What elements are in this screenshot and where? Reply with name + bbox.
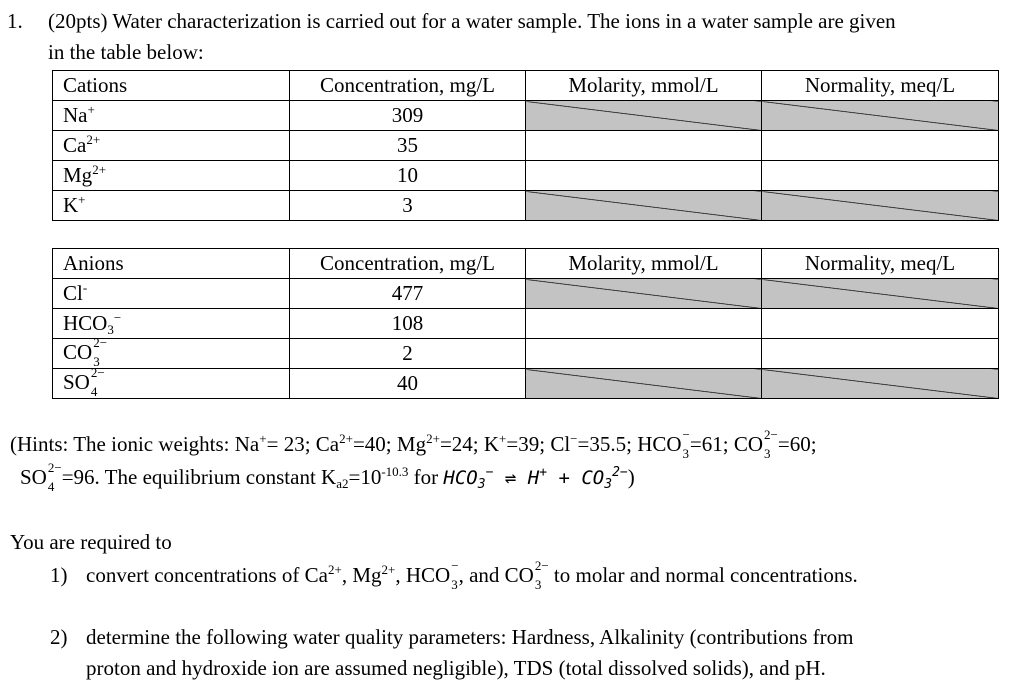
anions-header-row — [53, 249, 999, 279]
header-cell: Cations — [53, 71, 290, 101]
table-row — [53, 369, 999, 399]
normality-cell-shaded — [762, 279, 999, 309]
ion-cell: $Ca^{2+}$ — [53, 131, 290, 161]
cations-table — [52, 70, 999, 221]
ion-cell: K+ — [53, 191, 290, 221]
header-cell: Normality, meq/L — [762, 71, 999, 101]
normality-cell-shaded — [762, 101, 999, 131]
normality-cell — [762, 161, 999, 191]
concentration-cell: 309 — [290, 101, 526, 131]
header-cell: Normality, meq/L — [762, 249, 999, 279]
concentration-cell: 108 — [290, 309, 526, 339]
requirement-1-text: convert concentrations of $Ca^{2+}$, $Mg^{2+}$, HCO − 3 , and CO 2− 3 to molar and normal concentrations. — [86, 558, 858, 593]
requirement-2-line2: proton and hydroxide ion are assumed negligible), TDS (total dissolved solids), and pH. — [86, 656, 826, 680]
concentration-cell: 40 — [290, 369, 526, 399]
ion-cell: $HCO_3^-$ — [53, 309, 290, 339]
equilibrium-equation: $HCO_3^-$ ⇌ $H^+ + CO_3^{2-}$ — [443, 465, 628, 492]
requirements-lead: You are required to — [10, 530, 172, 554]
ion-cell: SO 2− 4 — [53, 369, 290, 399]
concentration-cell: 10 — [290, 161, 526, 191]
anions-table — [52, 248, 999, 399]
concentration-cell: 35 — [290, 131, 526, 161]
hints-line1: (Hints: The ionic weights: Na+= 23; $Ca^{2+}=40$; $Mg^{2+}=24$; K+=39; Cl−=35.5; HCO − 3 =61; CO 2− 3 =60; — [10, 427, 817, 462]
normality-cell — [762, 131, 999, 161]
table-row — [53, 309, 999, 339]
table-row — [53, 191, 999, 221]
molarity-cell-shaded — [526, 191, 762, 221]
question-intro-line1: (20pts) Water characterization is carried out for a water sample. The ions in a water sample are given — [48, 9, 896, 33]
ion-cell: CO 2− 3 — [53, 339, 290, 369]
requirement-2-line1: determine the following water quality parameters: Hardness, Alkalinity (contributions from — [86, 625, 854, 649]
header-cell: Molarity, mmol/L — [526, 249, 762, 279]
normality-cell-shaded — [762, 369, 999, 399]
ion-cell: $Mg^{2+}$ — [53, 161, 290, 191]
question-intro-line2: in the table below: — [48, 40, 204, 64]
concentration-cell: 2 — [290, 339, 526, 369]
question-number: 1. — [7, 9, 23, 33]
molarity-cell — [526, 161, 762, 191]
header-cell: Anions — [53, 249, 290, 279]
normality-cell — [762, 309, 999, 339]
requirement-1-number: 1) — [50, 563, 68, 587]
table-row — [53, 161, 999, 191]
molarity-cell-shaded — [526, 369, 762, 399]
table-row — [53, 101, 999, 131]
table-row — [53, 339, 999, 369]
molarity-cell — [526, 339, 762, 369]
table-row — [53, 131, 999, 161]
normality-cell-shaded — [762, 191, 999, 221]
molarity-cell-shaded — [526, 279, 762, 309]
table-row — [53, 279, 999, 309]
header-cell: Concentration, mg/L — [290, 71, 526, 101]
header-cell: Concentration, mg/L — [290, 249, 526, 279]
requirement-2-number: 2) — [50, 625, 68, 649]
normality-cell — [762, 339, 999, 369]
molarity-cell — [526, 309, 762, 339]
ion-cell: Na+ — [53, 101, 290, 131]
concentration-cell: 477 — [290, 279, 526, 309]
header-cell: Molarity, mmol/L — [526, 71, 762, 101]
cations-header-row — [53, 71, 999, 101]
ion-cell: Cl- — [53, 279, 290, 309]
hints-line2: SO 2− 4 =96. The equilibrium constant $K_{a2}=10^{-10.3}$ for $HCO_3^-$ ⇌ $H^+ + CO_3^{2-}$) — [20, 460, 635, 495]
molarity-cell-shaded — [526, 101, 762, 131]
concentration-cell: 3 — [290, 191, 526, 221]
molarity-cell — [526, 131, 762, 161]
